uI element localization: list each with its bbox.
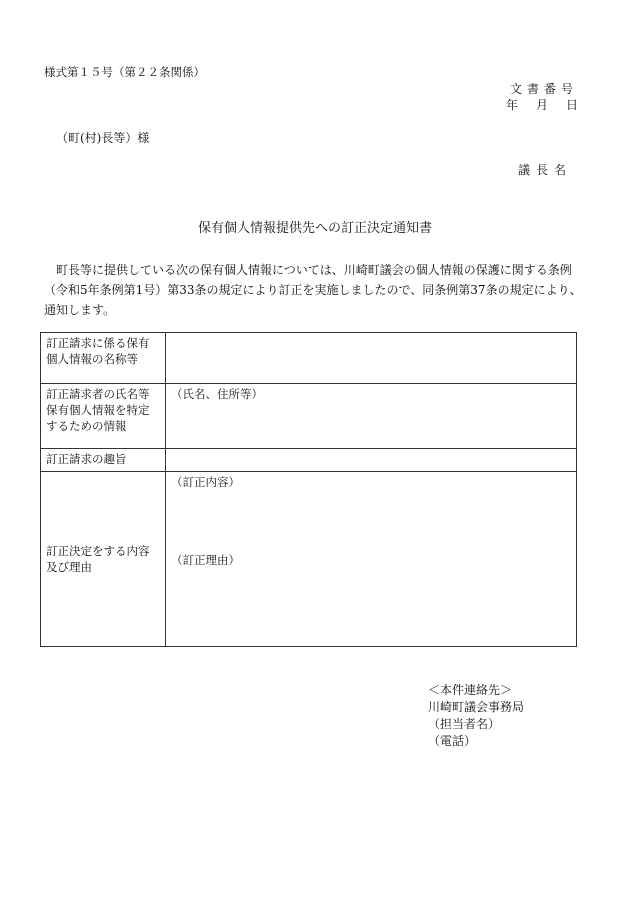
row-label-info-name: 訂正請求に係る保有個人情報の名称等 bbox=[41, 333, 166, 384]
row-label-requester: 訂正請求者の氏名等保有個人情報を特定するための情報 bbox=[41, 384, 166, 449]
row-label-decision: 訂正決定をする内容及び理由 bbox=[41, 472, 166, 647]
info-table bbox=[40, 332, 577, 647]
document-title: 保有個人情報提供先への訂正決定通知書 bbox=[197, 221, 432, 236]
table-row bbox=[41, 472, 577, 647]
date-month: 月 bbox=[535, 98, 548, 112]
contact-phone: （電話） bbox=[428, 734, 477, 748]
table-row bbox=[41, 449, 577, 472]
row-value-purpose bbox=[166, 449, 577, 472]
contact-block bbox=[428, 682, 524, 750]
body-paragraph: 町長等に提供している次の保有個人情報については、川崎町議会の個人情報の保護に関する条例（令和5年条例第1号）第33条の規定により訂正を実施しましたので、同条例第37条の規定により、通知します。 bbox=[44, 263, 582, 317]
row-value-decision bbox=[166, 472, 577, 647]
contact-heading: ＜本件連絡先＞ bbox=[428, 683, 513, 697]
date-year: 年 bbox=[505, 98, 518, 112]
document-number: 文書番号 bbox=[509, 82, 578, 96]
contact-person: （担当者名） bbox=[428, 717, 501, 731]
correction-reason-label: （訂正理由） bbox=[171, 553, 240, 567]
row-value-info-name bbox=[166, 333, 577, 384]
form-number: 様式第１５号（第２２条関係） bbox=[44, 65, 205, 79]
row-label-purpose: 訂正請求の趣旨 bbox=[41, 449, 166, 472]
body-text bbox=[44, 260, 582, 320]
correction-content-label: （訂正内容） bbox=[171, 475, 240, 489]
table-row bbox=[41, 333, 577, 384]
contact-office: 川崎町議会事務局 bbox=[428, 700, 525, 714]
row-value-requester: （氏名、住所等） bbox=[166, 384, 577, 449]
document-date bbox=[488, 96, 578, 113]
addressee: （町(村)長等）様 bbox=[56, 131, 150, 145]
chairman-name: 議長名 bbox=[517, 163, 572, 177]
date-day: 日 bbox=[565, 98, 578, 112]
table-row bbox=[41, 384, 577, 449]
